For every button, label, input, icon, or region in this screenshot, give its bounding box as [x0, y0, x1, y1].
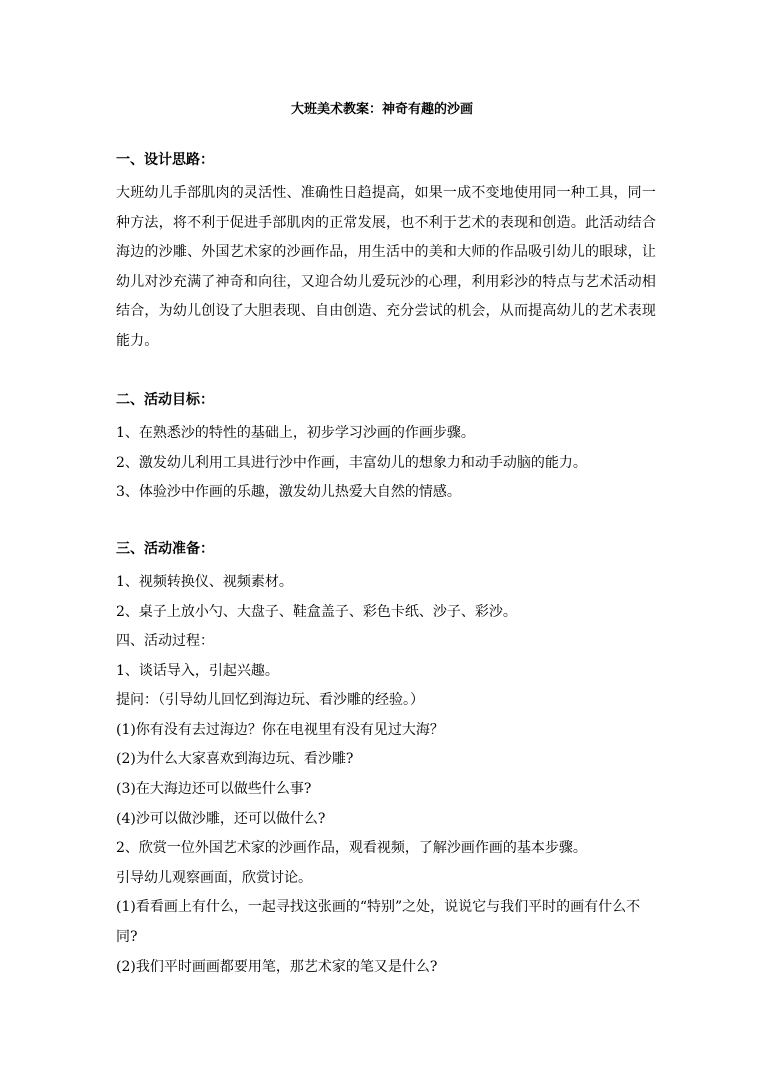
section-activity-goals [116, 390, 656, 508]
list-item: 2、欣赏一位外国艺术家的沙画作品，观看视频，了解沙画作画的基本步骤。 [116, 840, 587, 857]
document-title: 大班美术教案：神奇有趣的沙画 [290, 102, 473, 117]
list-item: 3、体验沙中作画的乐趣，激发幼儿热爱大自然的情感。 [116, 484, 461, 501]
list-item: (1)看看画上有什么，一起寻找这张画的“特别”之处，说说它与我们平时的画有什么不同? [116, 899, 641, 945]
list-item: 2、桌子上放小勺、大盘子、鞋盒盖子、彩色卡纸、沙子、彩沙。 [116, 603, 517, 620]
list-item: (3)在大海边还可以做些什么事? [116, 780, 312, 797]
list-item: 1、谈话导入，引起兴趣。 [116, 662, 279, 679]
list-item: 引导幼儿观察画面，欣赏讨论。 [116, 869, 312, 886]
list-item: 1、视频转换仪、视频素材。 [116, 574, 293, 590]
list-item: 2、激发幼儿利用工具进行沙中作画，丰富幼儿的想象力和动手动脑的能力。 [116, 454, 587, 471]
section-paragraph: 大班幼儿手部肌肉的灵活性、准确性日趋提高，如果一成不变地使用同一种工具，同一种方法，将不利于促进手部肌肉的正常发展，也不利于艺术的表现和创造。此活动结合海边的沙雕、外国艺术家的沙画作品，用生活中的美和大师的作品吸引幼儿的眼球，让幼儿对沙充满了神奇和向往，又迎合幼儿爱玩沙的心理，利用彩沙的特点与艺术活动相结合，为幼儿创设了大胆表现、自由创造、充分尝试的机会，从而提高幼儿的艺术表现能力。 [116, 185, 656, 349]
list-item: (2)为什么大家喜欢到海边玩、看沙雕? [116, 751, 354, 768]
section-heading: 四、活动过程： [116, 633, 214, 649]
list-item: (1)你有没有去过海边？你在电视里有没有见过大海？ [116, 721, 444, 738]
list-item: (4)沙可以做沙雕，还可以做什么? [116, 810, 326, 827]
section-activity-preparation [116, 539, 656, 627]
section-design-idea [116, 150, 656, 357]
section-heading: 二、活动目标： [116, 392, 214, 408]
list-item: 提问：（引导幼儿回忆到海边玩、看沙雕的经验。） [116, 692, 424, 709]
section-activity-process [116, 627, 656, 982]
section-heading: 三、活动准备： [116, 541, 214, 557]
list-item: 1、在熟悉沙的特性的基础上，初步学习沙画的作画步骤。 [116, 425, 475, 441]
section-heading: 一、设计思路： [116, 152, 214, 168]
list-item: (2)我们平时画画都要用笔，那艺术家的笔又是什么? [116, 958, 438, 975]
